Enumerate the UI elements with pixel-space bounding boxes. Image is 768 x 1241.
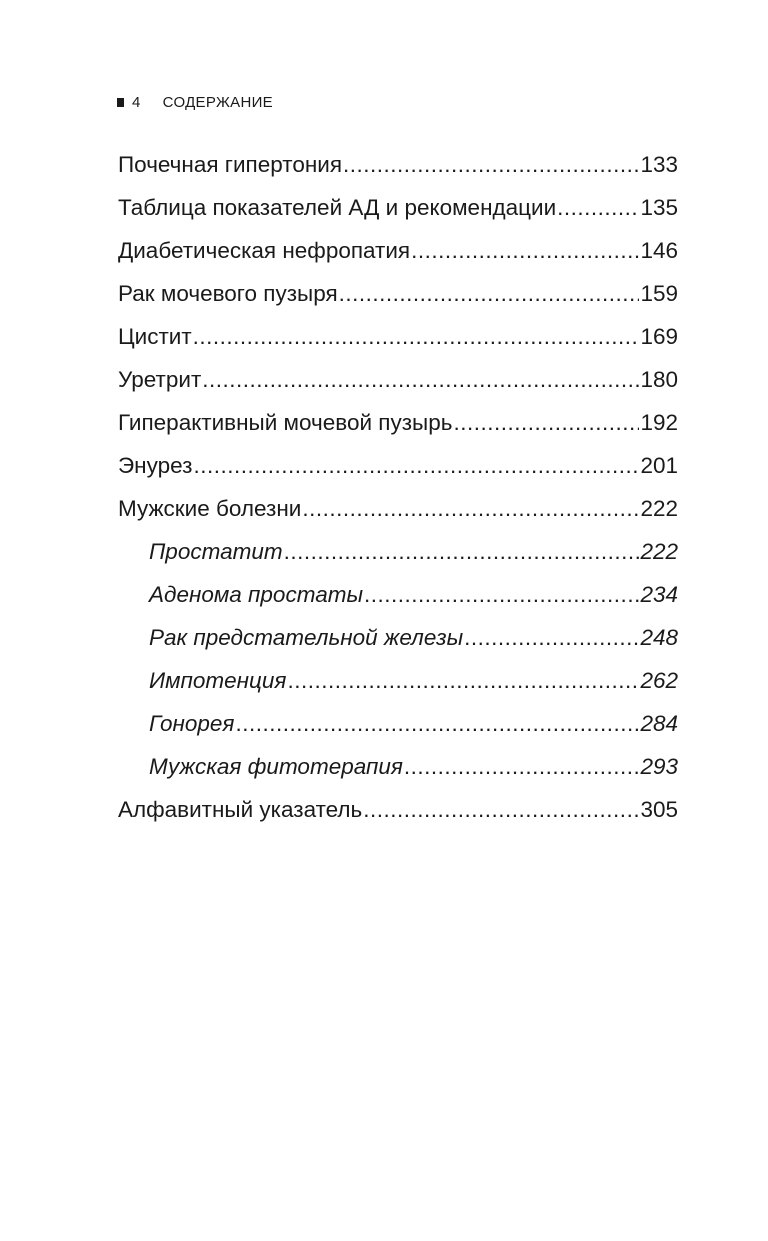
toc-entry-page: 133 [640,152,678,177]
toc-entry-title: Гонорея [149,711,235,736]
toc-leader-dots [411,229,639,272]
table-of-contents [118,143,678,831]
toc-leader-dots [287,659,639,702]
toc-entry [118,358,678,401]
toc-entry-title: Импотенция [149,668,287,693]
toc-entry-title: Мужские болезни [118,496,302,521]
toc-leader-dots [302,487,639,530]
toc-entry-title: Рак предстательной железы [149,625,464,650]
toc-leader-dots [193,315,640,358]
toc-entry-title: Энурез [118,453,193,478]
toc-leader-dots [364,573,639,616]
toc-leader-dots [453,401,639,444]
toc-leader-dots [193,444,639,487]
toc-leader-dots [339,272,640,315]
toc-leader-dots [284,530,640,573]
toc-entry [118,272,678,315]
running-header [117,92,273,112]
toc-entry [118,401,678,444]
toc-subentry [118,616,678,659]
section-title: СОДЕРЖАНИЕ [162,93,273,111]
toc-entry-page: 146 [640,238,678,263]
toc-entry-page: 222 [640,496,678,521]
toc-entry-title: Аденома простаты [149,582,364,607]
toc-leader-dots [464,616,639,659]
toc-entry-title: Почечная гипертония [118,152,343,177]
toc-entry-page: 201 [640,453,678,478]
toc-subentry [118,745,678,788]
toc-entry-page: 180 [640,367,678,392]
toc-leader-dots [343,143,639,186]
toc-entry-page: 284 [640,711,678,736]
toc-subentry [118,530,678,573]
toc-leader-dots [404,745,640,788]
toc-entry [118,315,678,358]
toc-entry [118,788,678,831]
toc-entry-title: Диабетическая нефропатия [118,238,411,263]
toc-entry-title: Таблица показателей АД и рекомендации [118,195,557,220]
toc-entry-page: 262 [640,668,678,693]
toc-entry-title: Цистит [118,324,192,349]
toc-leader-dots [363,788,639,831]
toc-entry-title: Гиперактивный мочевой пузырь [118,410,453,435]
toc-entry-title: Рак мочевого пузыря [118,281,338,306]
toc-leader-dots [557,186,639,229]
toc-entry [118,186,678,229]
toc-subentry [118,573,678,616]
page-number: 4 [132,93,141,111]
toc-entry-page: 135 [640,195,678,220]
toc-entry-page: 293 [640,754,678,779]
toc-entry-title: Уретрит [118,367,202,392]
toc-entry-page: 159 [640,281,678,306]
toc-entry-page: 192 [640,410,678,435]
toc-subentry [118,659,678,702]
toc-entry [118,444,678,487]
toc-entry-page: 234 [640,582,678,607]
toc-leader-dots [202,358,639,401]
toc-entry-page: 305 [640,797,678,822]
toc-entry-page: 169 [640,324,678,349]
toc-entry-title: Мужская фитотерапия [149,754,403,779]
toc-entry [118,229,678,272]
toc-entry-title: Простатит [149,539,283,564]
toc-entry [118,143,678,186]
toc-entry-page: 222 [640,539,678,564]
toc-entry-title: Алфавитный указатель [118,797,363,822]
toc-subentry [118,702,678,745]
header-square-marker [117,98,124,107]
toc-entry [118,487,678,530]
toc-entry-page: 248 [640,625,678,650]
toc-leader-dots [235,702,639,745]
